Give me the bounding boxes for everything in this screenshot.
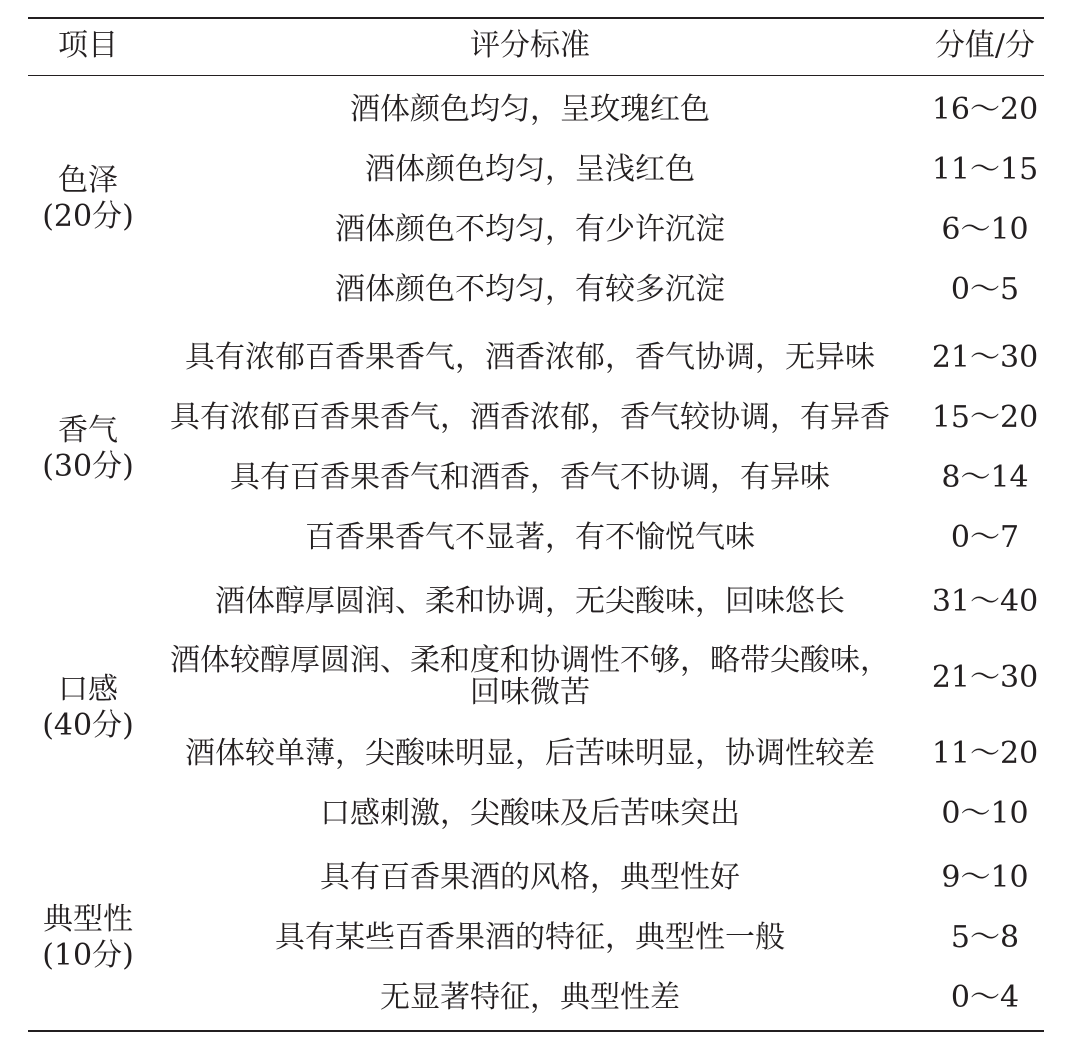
score-cell: 0～4: [950, 980, 1020, 1015]
table-bottom-rule: [28, 1030, 1044, 1032]
criteria-cell: 无显著特征，典型性差: [380, 980, 680, 1015]
category-points: (40分): [42, 708, 134, 743]
criteria-cell: 酒体醇厚圆润、柔和协调，无尖酸味，回味悠长: [215, 584, 845, 619]
criteria-cell: 具有某些百香果酒的特征，典型性一般: [275, 920, 785, 955]
criteria-cell: 酒体较单薄，尖酸味明显，后苦味明显，协调性较差: [185, 736, 875, 771]
header-criteria: 评分标准: [470, 28, 590, 63]
criteria-line: 回味微苦: [470, 675, 590, 710]
score-cell: 0～5: [950, 272, 1020, 307]
category-points: (30分): [42, 449, 134, 484]
category-points: (10分): [42, 938, 134, 973]
score-cell: 31～40: [931, 584, 1039, 619]
criteria-cell: 口感刺激，尖酸味及后苦味突出: [320, 796, 740, 831]
category-points: (20分): [42, 199, 134, 234]
score-cell: 21～30: [931, 340, 1039, 375]
criteria-cell: 酒体颜色均匀，呈浅红色: [365, 152, 695, 187]
score-cell: 11～20: [931, 736, 1039, 771]
criteria-cell: 具有百香果香气和酒香，香气不协调，有异味: [230, 460, 830, 495]
header-item: 项目: [58, 28, 118, 63]
category-name: 色泽: [58, 163, 118, 198]
table-top-rule: [28, 17, 1044, 19]
category-color: [28, 163, 148, 235]
header-score: 分值/分: [934, 28, 1036, 63]
category-name: 香气: [58, 413, 118, 448]
criteria-cell: [150, 645, 910, 709]
score-cell: 15～20: [931, 400, 1039, 435]
score-cell: 6～10: [941, 212, 1029, 247]
score-cell: 0～7: [950, 520, 1020, 555]
criteria-cell: 酒体颜色均匀，呈玫瑰红色: [350, 92, 710, 127]
score-cell: 11～15: [931, 152, 1039, 187]
score-cell: 9～10: [941, 860, 1029, 895]
category-aroma: [28, 413, 148, 485]
criteria-cell: 具有浓郁百香果香气，酒香浓郁，香气较协调，有异香: [170, 400, 890, 435]
score-cell: 5～8: [950, 920, 1020, 955]
score-cell: 0～10: [941, 796, 1029, 831]
category-typicality: [28, 902, 148, 974]
category-name: 典型性: [43, 902, 133, 937]
criteria-cell: 具有百香果酒的风格，典型性好: [320, 860, 740, 895]
criteria-cell: 酒体颜色不均匀，有少许沉淀: [335, 212, 725, 247]
criteria-cell: 酒体颜色不均匀，有较多沉淀: [335, 272, 725, 307]
criteria-cell: 具有浓郁百香果香气，酒香浓郁，香气协调，无异味: [185, 340, 875, 375]
criteria-line: 酒体较醇厚圆润、柔和度和协调性不够，略带尖酸味，: [170, 643, 890, 678]
table-header-rule: [28, 75, 1044, 76]
criteria-cell: 百香果香气不显著，有不愉悦气味: [305, 520, 755, 555]
category-name: 口感: [58, 672, 118, 707]
score-cell: 16～20: [931, 92, 1039, 127]
score-cell: 8～14: [941, 460, 1029, 495]
score-cell: 21～30: [931, 660, 1039, 695]
category-mouthfeel: [28, 672, 148, 744]
